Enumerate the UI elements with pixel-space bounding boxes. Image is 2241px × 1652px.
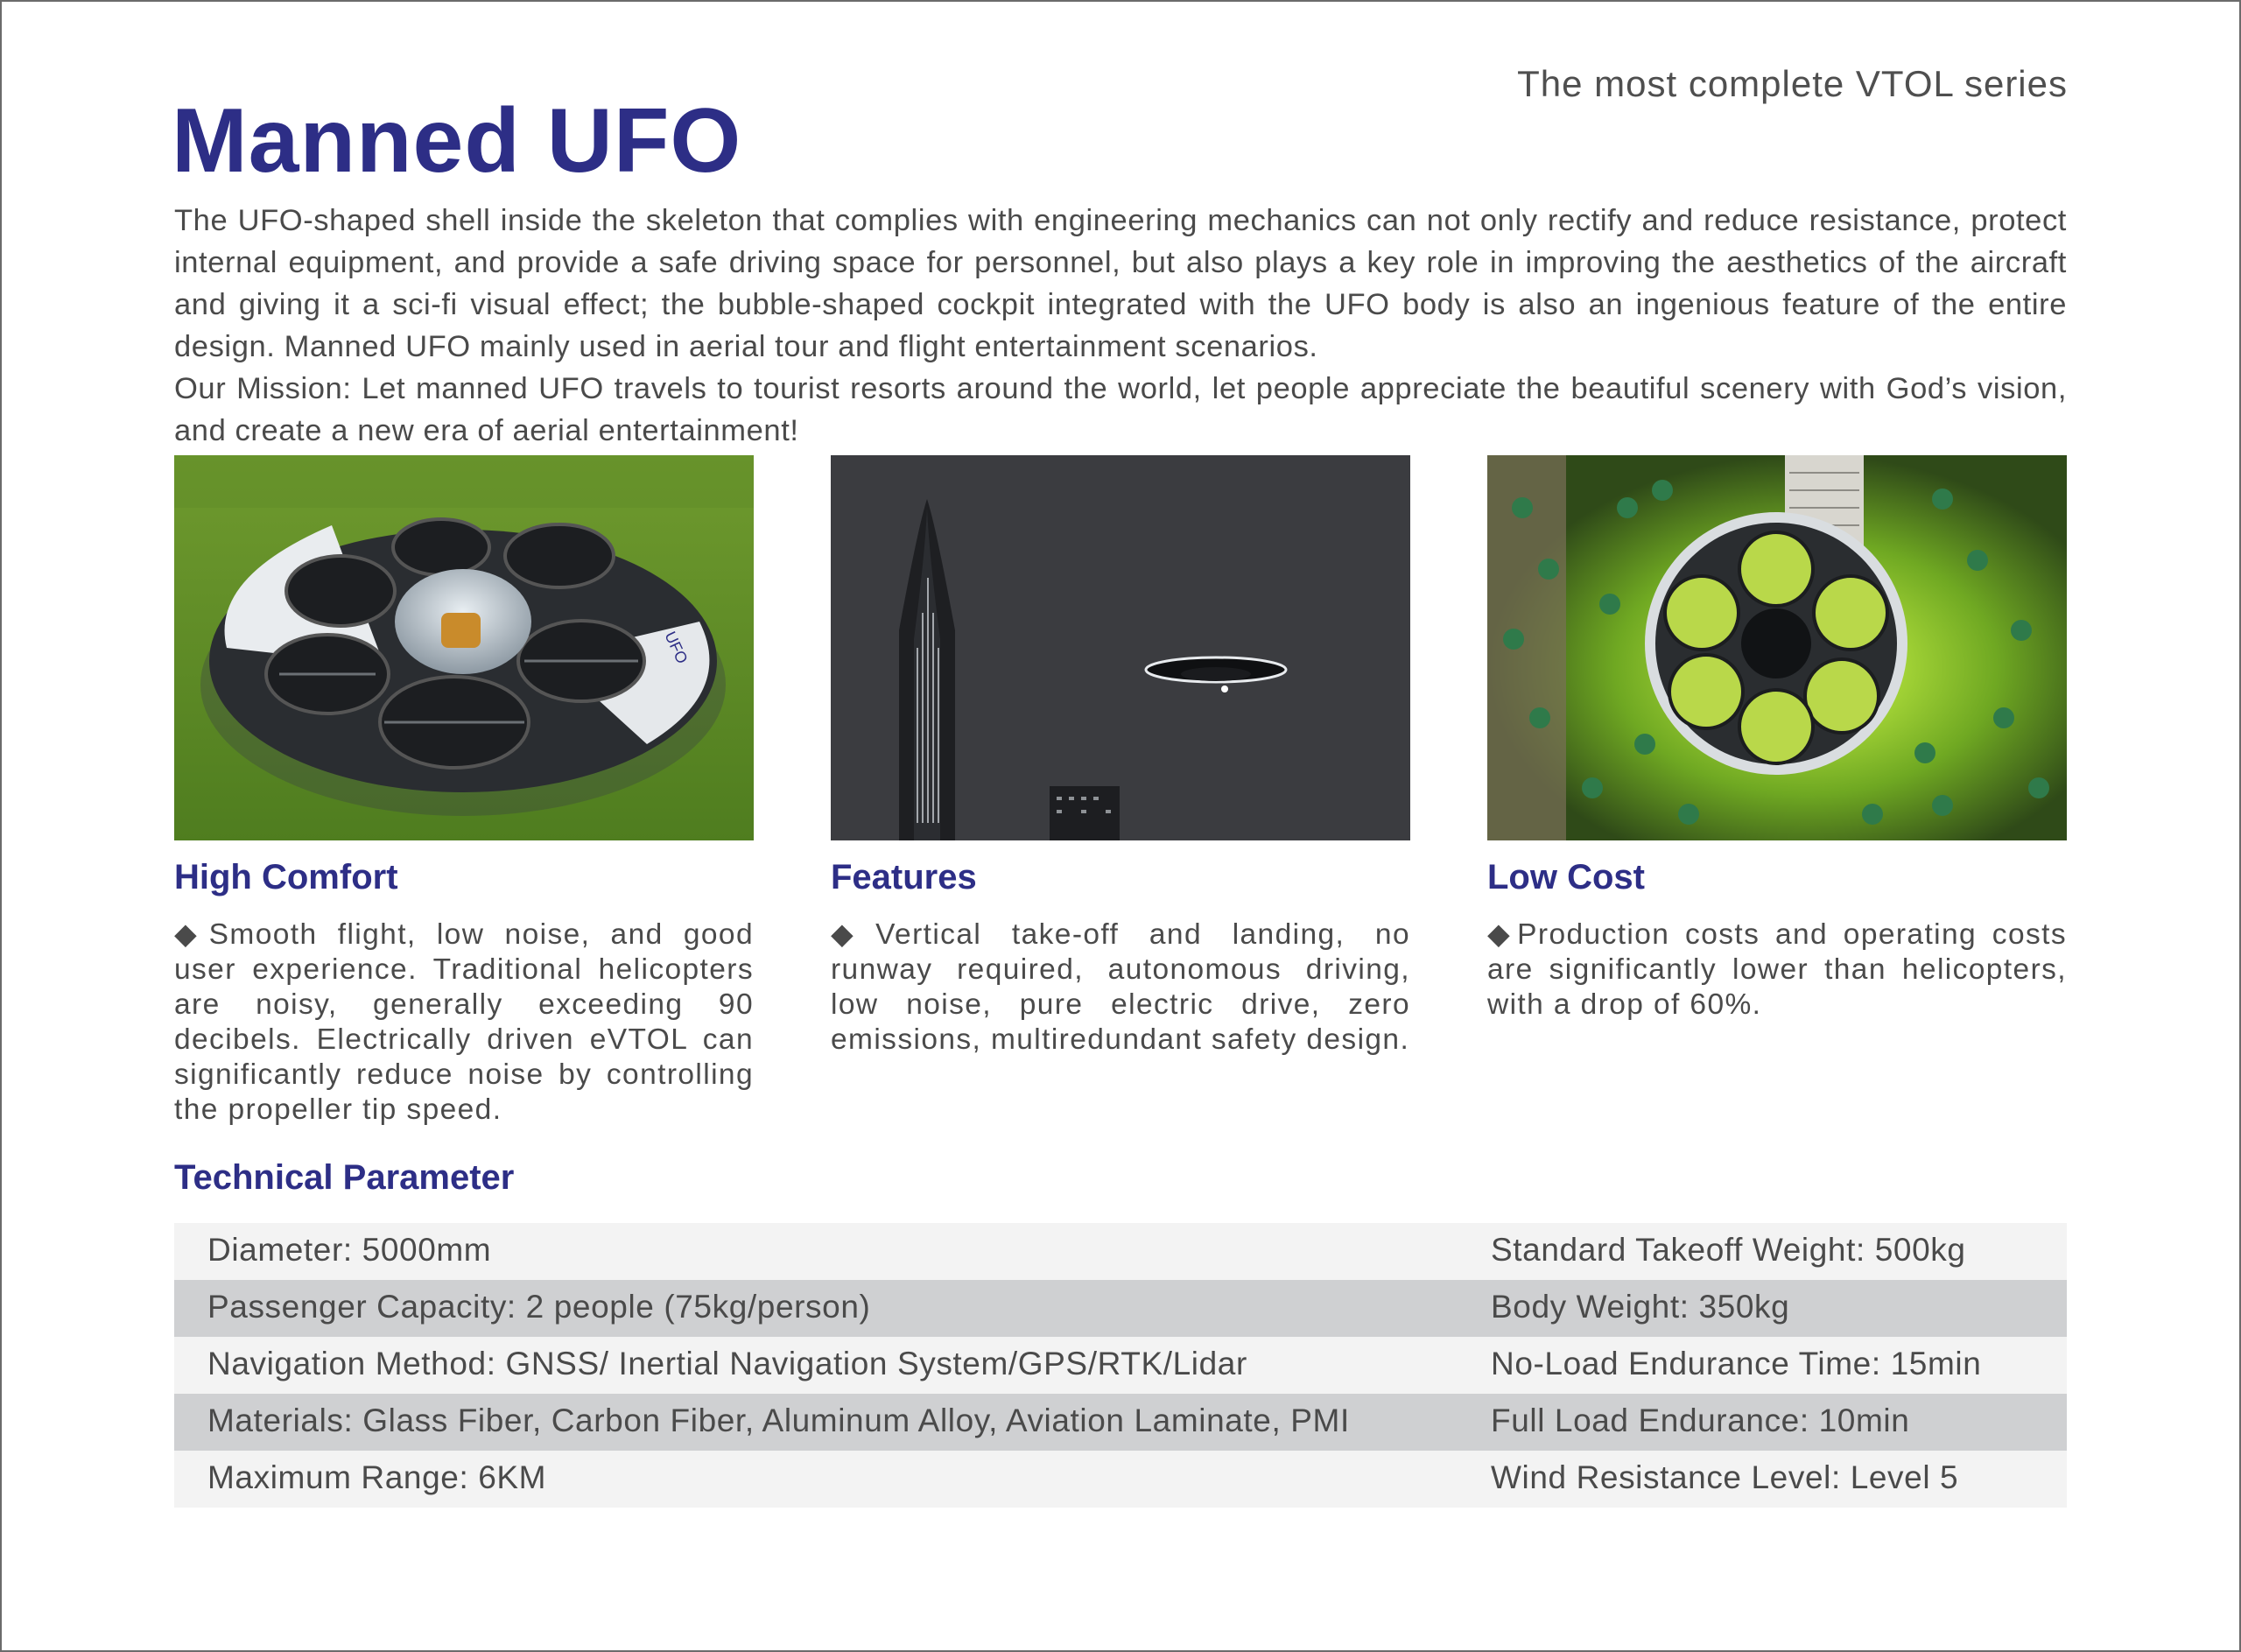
param-left: Maximum Range: 6KM — [207, 1459, 547, 1495]
series-tagline: The most complete VTOL series — [1517, 63, 2068, 104]
column-heading-features: Features — [831, 858, 977, 896]
param-left: Materials: Glass Fiber, Carbon Fiber, Aluminum Alloy, Aviation Laminate, PMI — [207, 1402, 1350, 1438]
param-right: Standard Takeoff Weight: 500kg — [1491, 1232, 1966, 1268]
param-left: Passenger Capacity: 2 people (75kg/person) — [207, 1289, 871, 1325]
column-text-high-comfort: ◆Smooth flight, low noise, and good user experience. Traditional helicopters are noisy, generally exceeding 90 decibels. Electrically driven eVTOL can significantly reduce noise by controlling the propeller tip speed. — [174, 918, 754, 1126]
ufo-logo-text: UFO — [661, 629, 692, 667]
intro-paragraph-1: The UFO-shaped shell inside the skeleton that complies with engineering mechanics can not only rectify and reduce resistance, protect internal equipment, and provide a safe driving space for personnel, but also plays a key role in improving the aesthetics of the aircraft and giving it a sci-fi visual effect; the bubble-shaped cockpit integrated with the UFO body is also an ingenious feature of the entire design. Manned UFO mainly used in aerial tour and flight entertainment scenarios. — [174, 204, 2067, 363]
param-right: Body Weight: 350kg — [1491, 1289, 1790, 1325]
photo-ufo-on-grass — [174, 455, 754, 840]
intro-paragraph-2: Our Mission: Let manned UFO travels to tourist resorts around the world, let people appreciate the beautiful scenery with God’s vision, and create a new era of aerial entertainment! — [174, 372, 2067, 447]
tech-parameter-heading: Technical Parameter — [174, 1158, 515, 1197]
photo-night-skyline — [831, 455, 1410, 840]
tech-parameter-table — [174, 1223, 2067, 1508]
table-row — [174, 1223, 2067, 1280]
param-right: No-Load Endurance Time: 15min — [1491, 1346, 1982, 1381]
intro-text — [174, 200, 2067, 452]
table-row — [174, 1280, 2067, 1337]
column-text-low-cost: ◆Production costs and operating costs are significantly lower than helicopters, with a drop of 60%. — [1487, 918, 2067, 1021]
param-right: Wind Resistance Level: Level 5 — [1491, 1459, 1959, 1495]
table-row — [174, 1337, 2067, 1394]
page-title: Manned UFO — [172, 90, 742, 192]
photo-overhead-crowd — [1487, 455, 2067, 840]
column-heading-high-comfort: High Comfort — [174, 858, 398, 896]
table-row — [174, 1394, 2067, 1451]
param-left: Diameter: 5000mm — [207, 1232, 492, 1268]
param-left: Navigation Method: GNSS/ Inertial Navigation System/GPS/RTK/Lidar — [207, 1346, 1247, 1381]
param-right: Full Load Endurance: 10min — [1491, 1402, 1910, 1438]
table-row — [174, 1451, 2067, 1508]
column-heading-low-cost: Low Cost — [1487, 858, 1645, 896]
column-text-features: ◆Vertical take-off and landing, no runway required, autonomous driving, low noise, pure electric drive, zero emissions, multiredundant safety design. — [831, 918, 1410, 1056]
